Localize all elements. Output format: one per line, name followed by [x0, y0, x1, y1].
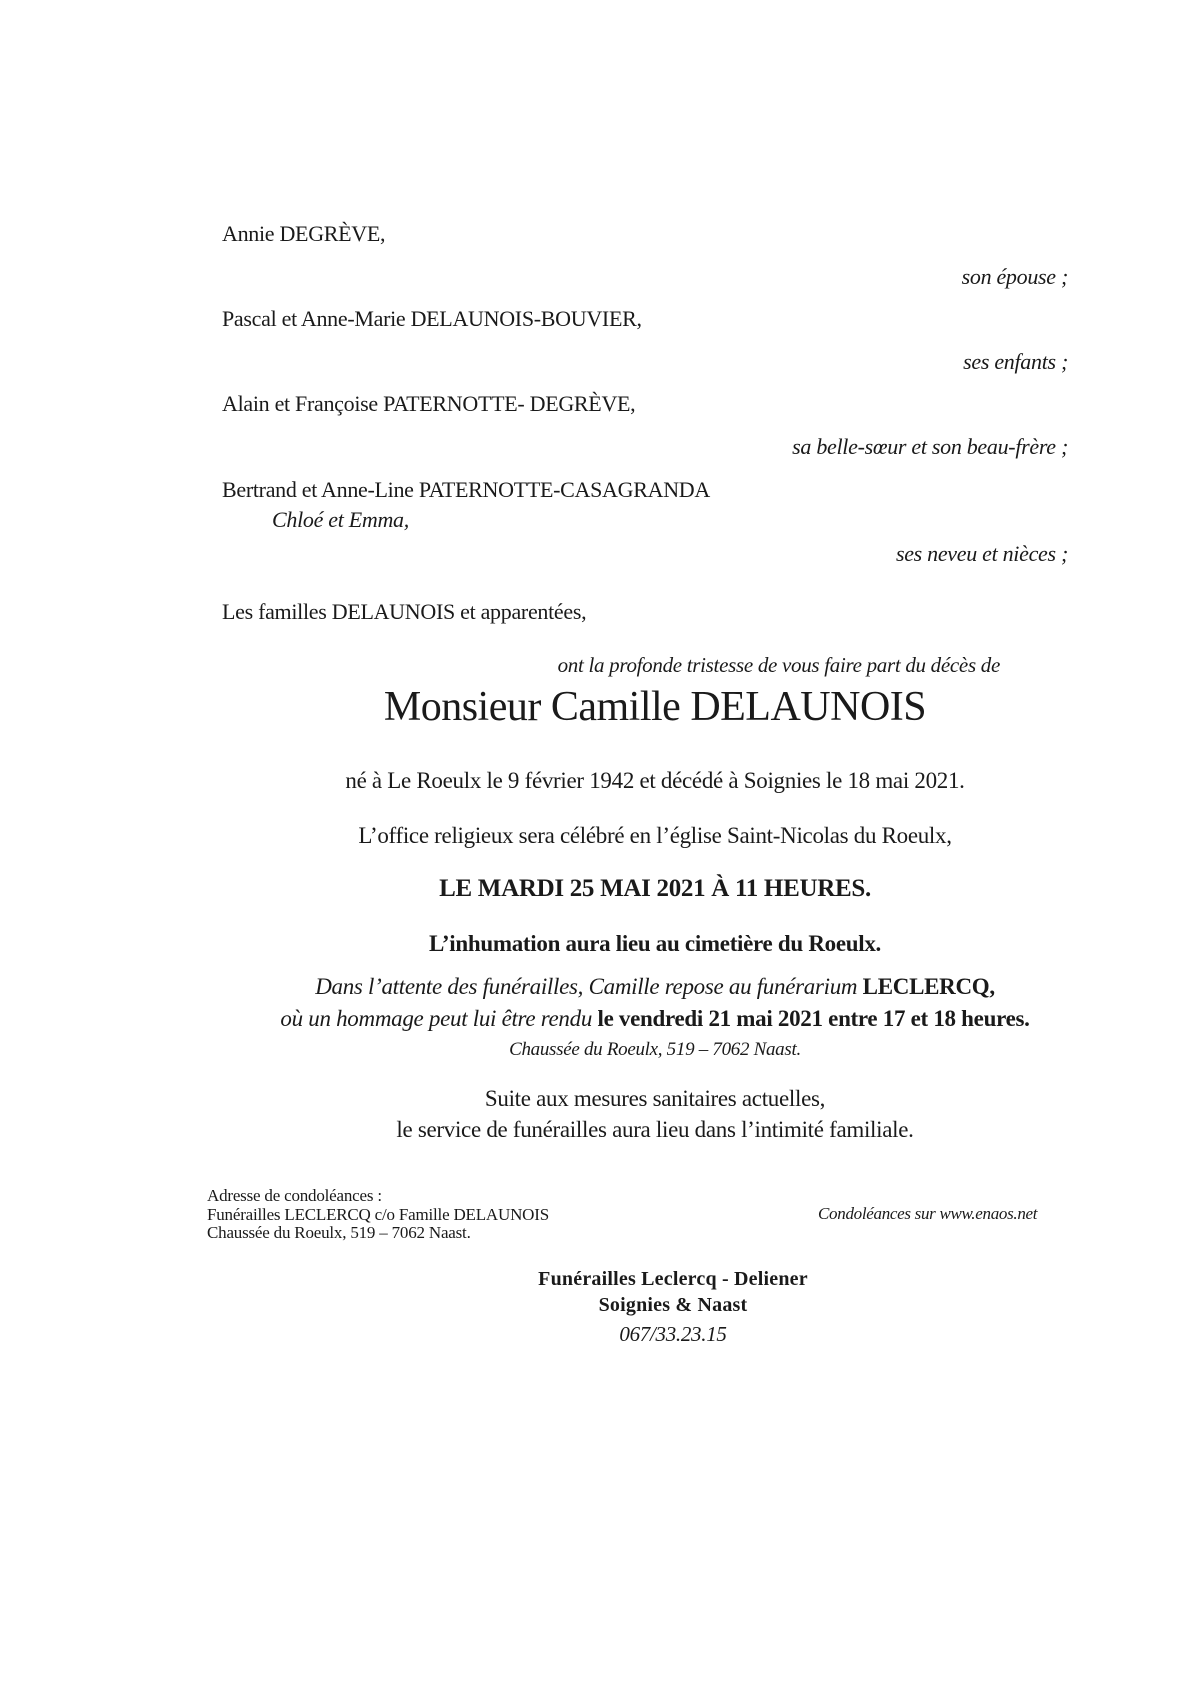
announcement-intro: ont la profonde tristesse de vous faire part du décès de	[557, 653, 1000, 677]
repose-line-bold: LECLERCQ,	[862, 974, 995, 999]
funeral-home-location: Soignies & Naast	[598, 1294, 748, 1316]
funeral-home-name: Funérailles Leclercq - Deliener	[538, 1268, 808, 1290]
family-member-line: Pascal et Anne-Marie DELAUNOIS-BOUVIER,	[222, 306, 642, 331]
burial-line: L’inhumation aura lieu au cimetière du Roeulx.	[429, 931, 881, 956]
relation-label: ses neveu et nièces ;	[895, 541, 1068, 566]
condolence-address-label: Adresse de condoléances :	[207, 1186, 382, 1205]
family-member-line: Bertrand et Anne-Line PATERNOTTE-CASAGRANDA	[222, 477, 710, 502]
ceremony-line: L’office religieux sera célébré en l’église Saint-Nicolas du Roeulx,	[358, 823, 952, 848]
ceremony-datetime: LE MARDI 25 MAI 2021 À 11 HEURES.	[439, 875, 871, 902]
homage-line-bold: le vendredi 21 mai 2021 entre 17 et 18 heures.	[597, 1006, 1030, 1031]
family-member-subline: Chloé et Emma,	[272, 507, 409, 532]
relation-label: son épouse ;	[961, 264, 1068, 289]
family-member-line: Alain et Françoise PATERNOTTE- DEGRÈVE,	[222, 391, 636, 416]
life-dates: né à Le Roeulx le 9 février 1942 et décédé à Soignies le 18 mai 2021.	[345, 768, 965, 793]
condolence-address-line1: Funérailles LECLERCQ c/o Famille DELAUNOIS	[207, 1205, 549, 1224]
homage-line-italic: où un hommage peut lui être rendu	[280, 1006, 598, 1031]
funerarium-address: Chaussée du Roeulx, 519 – 7062 Naast.	[509, 1039, 801, 1060]
sanitary-note-line1: Suite aux mesures sanitaires actuelles,	[484, 1086, 826, 1111]
relation-label: ses enfants ;	[963, 349, 1068, 374]
repose-line	[315, 974, 995, 1000]
homage-line	[280, 1006, 1029, 1032]
funeral-home-phone: 067/33.23.15	[619, 1322, 727, 1346]
condolence-address-line2: Chaussée du Roeulx, 519 – 7062 Naast.	[207, 1223, 471, 1242]
deceased-name: Monsieur Camille DELAUNOIS	[383, 684, 927, 730]
relation-label: sa belle-sœur et son beau-frère ;	[792, 434, 1068, 459]
family-member-line: Les familles DELAUNOIS et apparentées,	[222, 599, 587, 624]
repose-line-italic: Dans l’attente des funérailles, Camille repose au funérarium	[315, 974, 863, 999]
sanitary-note-line2: le service de funérailles aura lieu dans l’intimité familiale.	[396, 1117, 914, 1142]
online-condolences: Condoléances sur www.enaos.net	[818, 1204, 1038, 1223]
family-member-line: Annie DEGRÈVE,	[222, 221, 386, 246]
